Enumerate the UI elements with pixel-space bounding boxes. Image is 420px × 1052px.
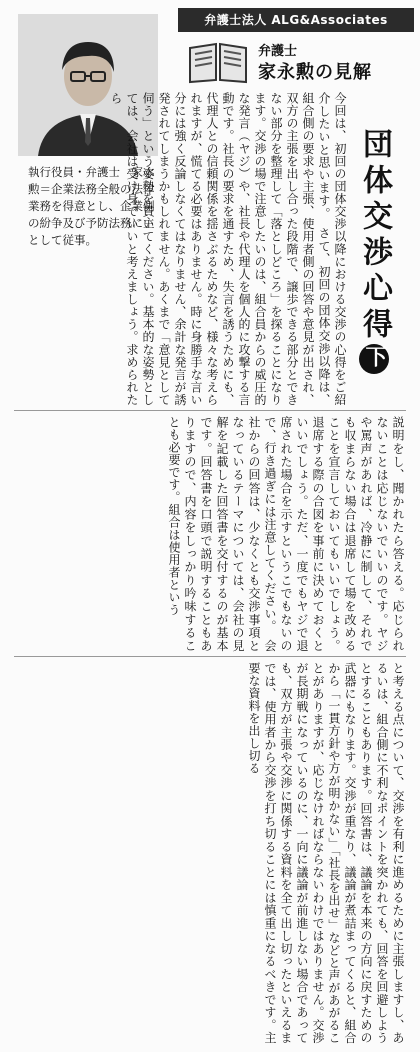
author-bio: 執行役員・弁護士 家永勲＝企業法務全般の法律業務を得意とし、企業側の紛争及び予防法務に主として従事。 xyxy=(28,165,155,247)
article-column-top-bottom xyxy=(18,270,158,406)
article-column-middle: 説明をし、聞かれたら答える。応じられないことは応じないでいいのです。ヤジや罵声があれば、冷静に制して、それでも収まらない場合は退席して場を改めることを宣言しておいてもいいでしょう。退席する際の合図を事前に決めておくといいでしょう。ただ、一度でもヤジで退席された場合を示すというこでもないので、行き過ぎには注意してください。 会社からの回答は、少なくとも交渉事項となっているテーマについては、会社の見解を記載した回答書を交付するのが基本です。回答書を口頭で説明することもありますので、内容をしっかり吟味することも必要です。組合は使用者という xyxy=(167,416,405,652)
header-subtitle: 弁護士 xyxy=(258,44,298,59)
article-column-bottom: と考える点について、交渉を有利に進めるために主張しますし、あるいは、組合側に不利なポイントを突かれても、回答を回避しようとすることもあります。回答書は、議論を本来の方向に戻すための武器にもなります。交渉が重なり、議論が煮詰まってくると、組合から「一貫方針や方が明かない」「社長を出せ」などと声があがることがありますが、応じなければならないわけではありません。交渉が長期戦になっているのに、一向に議論が前進しない場合であっても、双方が主張や交渉に関係する資料を全て出し切ったといえるまでは、使用者から交渉を打ち切ることには慎重になるべきです。主要な資料を出し切る xyxy=(247,662,405,1045)
article-title-text: 団体交渉心得 xyxy=(357,128,392,344)
row-divider-2 xyxy=(14,656,406,657)
open-book-icon xyxy=(186,38,250,84)
row-divider-1 xyxy=(14,410,406,411)
firm-name-banner: 弁護士法人 ALG&Associates xyxy=(178,8,414,32)
header-title: 家永勲の見解 xyxy=(258,62,372,83)
part-badge: 下 xyxy=(359,344,389,374)
article-column-top-left: 今回は、初回の団体交渉以降における交渉の心得をご紹介したいと思います。 さて、初回の団体交渉以降は、組合側の要求や主張、使用者側の回答や意見が出され、双方の主張を出し合った段階で、譲歩できる部分とできない部分を整理して「落としどころ」を探ることになります。交渉の場で注意したいのは、組合員からの威圧的な発言（ヤジ）や、社長や代理人を個人的に攻撃する言動です。社長の要求を通すため、失言を誘うためにも、代理人との信頼関係を揺さぶるためなど、様々な考えられますが、慌てる必要はありません。時に身勝手な言い分には強く反論しなくてはなりません、余計な発言が誘発されてしまうかもしれません。あくまで「意見として伺う」という姿勢を貫いてください。基本的な姿勢としては、会社は受け身でいいと考えましょう。求められたら xyxy=(109,92,347,406)
article-title xyxy=(352,128,396,374)
